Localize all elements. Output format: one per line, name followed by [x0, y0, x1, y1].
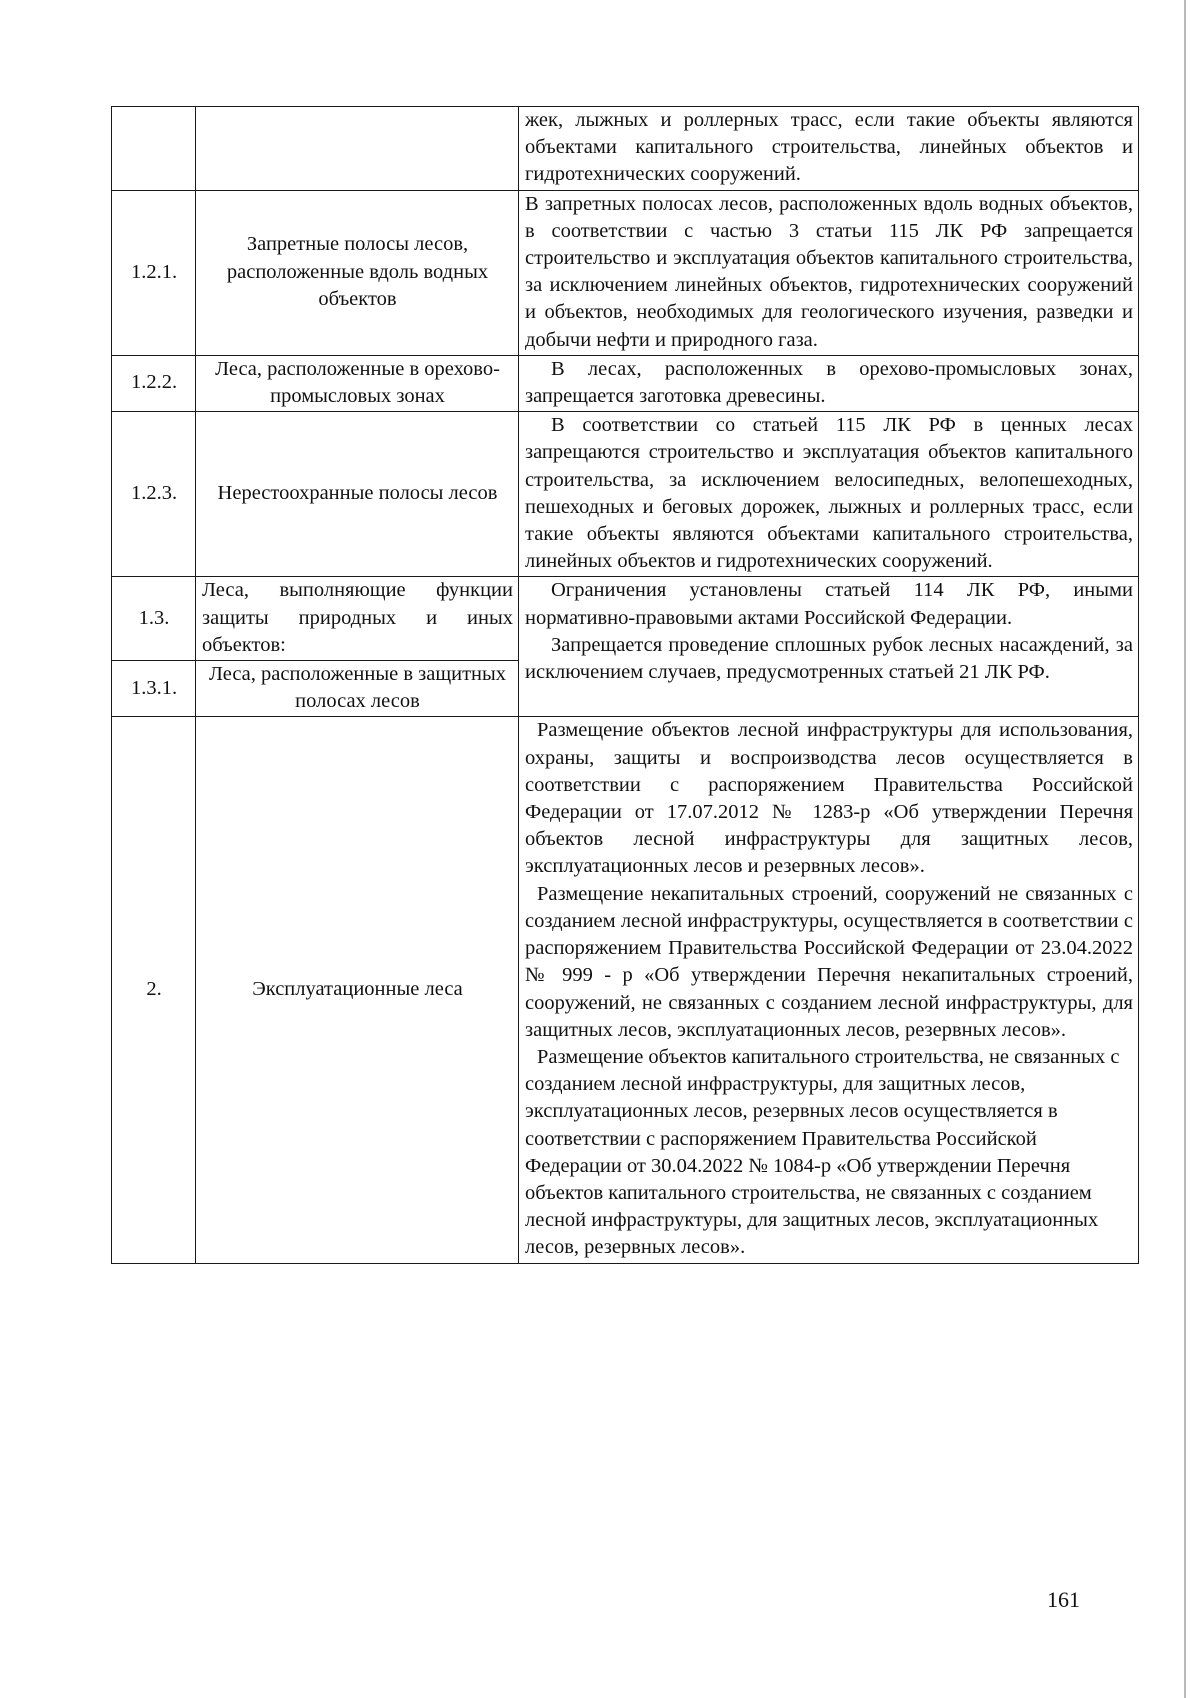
row-description-merged [519, 577, 1139, 717]
row-description: В запретных полосах лесов, расположенных вдоль водных объектов, в соответствии с частью 3 статьи 115 ЛК РФ запрещается строительство и эксплуатация объектов капитального строительства, за исключением линейных объектов, гидротехнических сооружений и объектов, необходимых для геологического изучения, разведки и добычи нефти и природного газа. [519, 190, 1139, 355]
table-row-1-2-3 [112, 412, 1139, 577]
row-number: 2. [112, 717, 196, 1263]
paragraph-capital: Размещение объектов капитального строительства, не связанных с созданием лесной инфраструктуры, для защитных лесов, эксплуатационных лесов, резервных лесов осуществляется в соответствии с распоряжением Правительства Российской Федерации от 30.04.2022 № 1084-р «Об утверждении Перечня объектов капитального строительства, не связанных с созданием лесной инфраструктуры, для защитных лесов, эксплуатационных лесов, резервных лесов». [525, 1045, 1120, 1259]
row-name: Леса, расположенные в защитных полосах лесов [196, 661, 519, 717]
table-row-2 [112, 717, 1139, 1263]
row-number: 1.3. [112, 577, 196, 661]
row-number: 1.2.3. [112, 412, 196, 577]
row-description-text: В лесах, расположенных в орехово-промысловых зонах, запрещается заготовка древесины. [525, 357, 1133, 408]
row-description-text: В соответствии со статьей 115 ЛК РФ в ценных лесах запрещаются строительство и эксплуатация объектов капитального строительства, за исключением велосипедных, велопешеходных, пешеходных и беговых дорожек, лыжных и роллерных трасс, если такие объекты являются объектами капитального строительства, линейных объектов и гидротехнических сооружений. [525, 414, 1133, 573]
paragraph-noncapital: Размещение некапитальных строений, сооружений не связанных с созданием лесной инфраструктуры, осуществляется в соответствии с распоряжением Правительства Российской Федерации от 23.04.2022 № 999 - р «Об утверждении Перечня некапитальных строений, сооружений, не связанных с созданием лесной инфраструктуры, для защитных лесов, эксплуатационных лесов, резервных лесов». [525, 882, 1133, 1041]
row-number: 1.3.1. [112, 661, 196, 717]
row-description-text-2: Запрещается проведение сплошных рубок лесных насаждений, за исключением случаев, предусмотренных статьей 21 ЛК РФ. [525, 633, 1133, 684]
page-number: 161 [1047, 1587, 1080, 1612]
row-name: Нерестоохранные полосы лесов [196, 412, 519, 577]
row-name: Эксплуатационные леса [196, 717, 519, 1263]
restrictions-table [111, 106, 1139, 1264]
scan-edge-line [1184, 0, 1186, 1698]
table-row-1-2-2 [112, 355, 1139, 411]
row-name [196, 107, 519, 191]
row-description [519, 412, 1139, 577]
row-description [519, 355, 1139, 411]
table-row-continuation [112, 107, 1139, 191]
row-name: Леса, выполняющие функции защиты природных и иных объектов: [196, 577, 519, 661]
table-row-1-2-1 [112, 190, 1139, 355]
row-description [519, 717, 1139, 1263]
row-name: Запретные полосы лесов, расположенные вдоль водных объектов [196, 190, 519, 355]
row-description: жек, лыжных и роллерных трасс, если такие объекты являются объектами капитального строительства, линейных объектов и гидротехнических сооружений. [519, 107, 1139, 191]
row-name: Леса, расположенные в орехово-промысловых зонах [196, 355, 519, 411]
paragraph-infrastructure: Размещение объектов лесной инфраструктуры для использования, охраны, защиты и воспроизводства лесов осуществляется в соответствии с распоряжением Правительства Российской Федерации от 17.07.2012 № 1283-р «Об утверждении Перечня объектов лесной инфраструктуры для защитных лесов, эксплуатационных лесов и резервных лесов». [525, 719, 1133, 878]
row-number: 1.2.2. [112, 355, 196, 411]
row-description-text: Ограничения установлены статьей 114 ЛК РФ, иными нормативно-правовыми актами Российской Федерации. [525, 579, 1133, 629]
table-row-1-3 [112, 577, 1139, 661]
row-number [112, 107, 196, 191]
row-number: 1.2.1. [112, 190, 196, 355]
